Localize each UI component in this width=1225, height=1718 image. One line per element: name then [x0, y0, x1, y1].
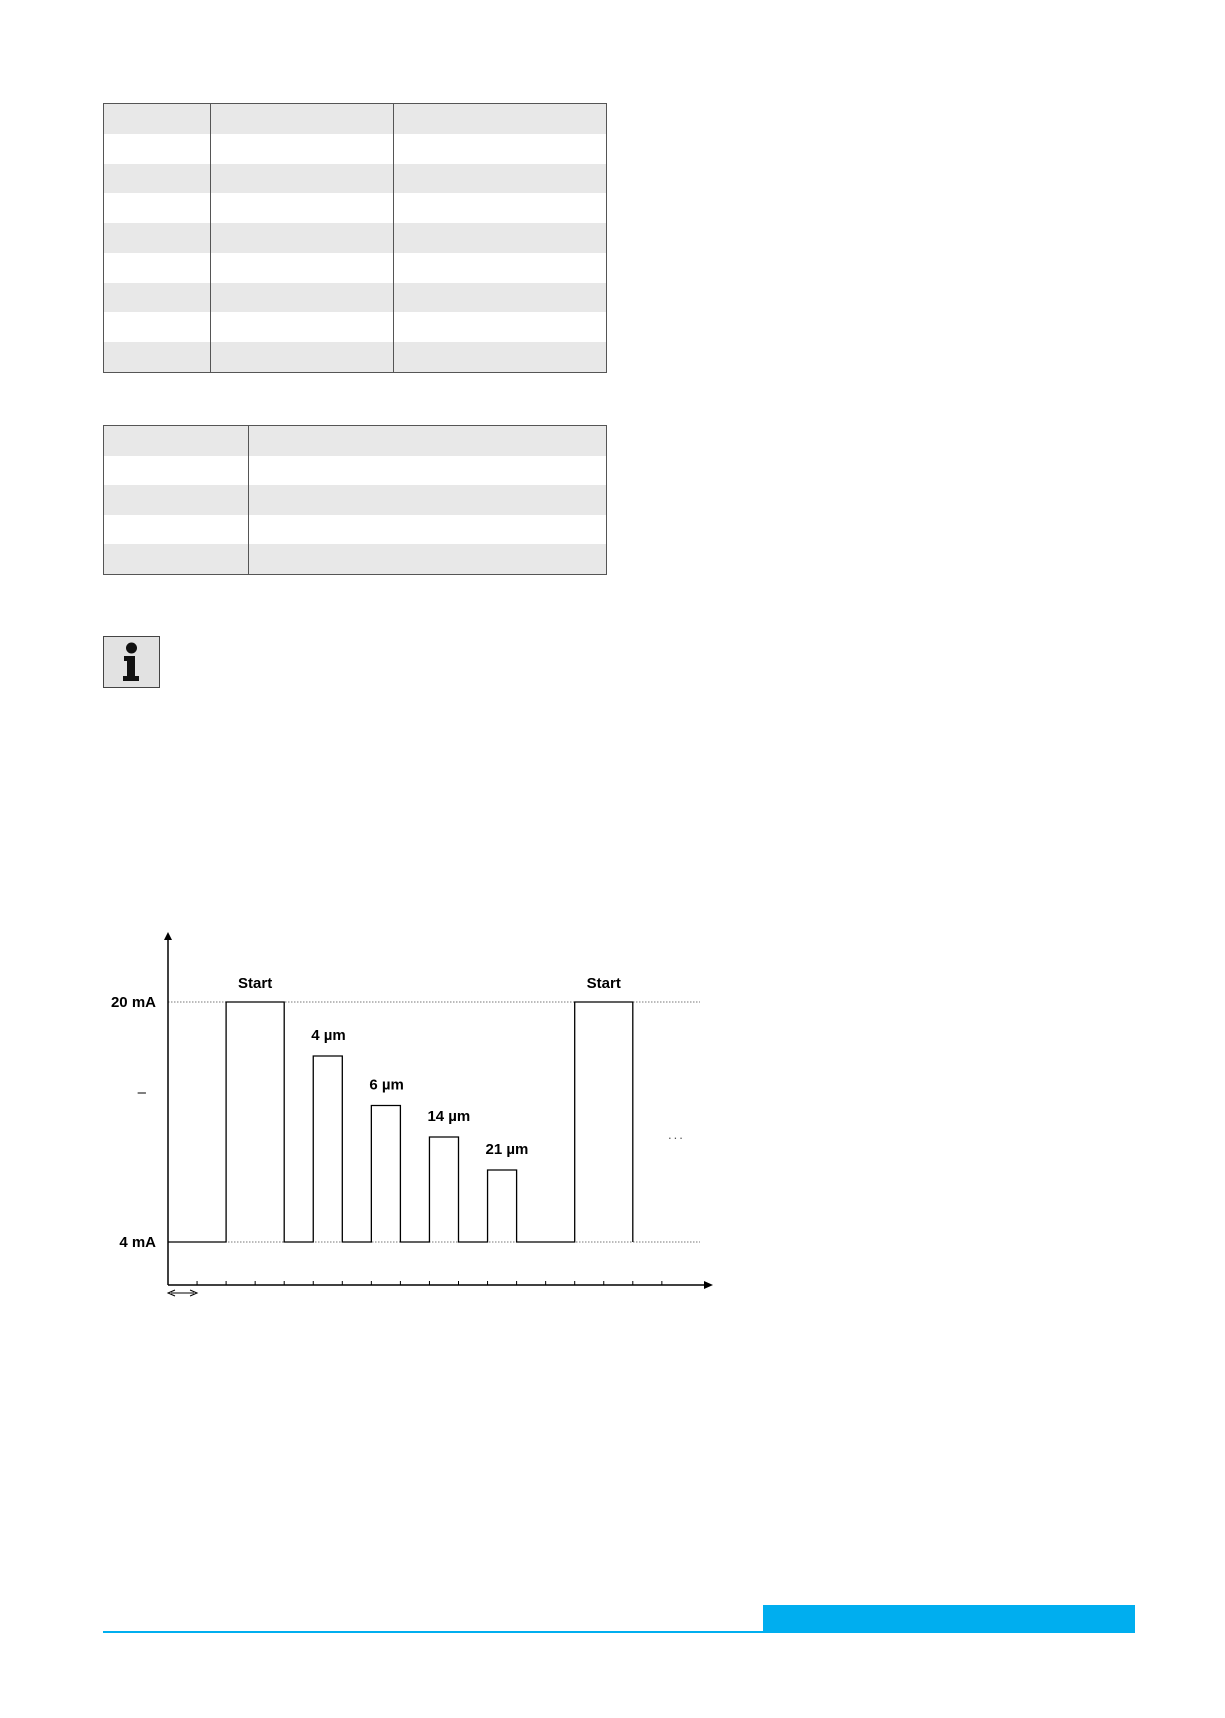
table-cell — [104, 193, 210, 223]
table-cell — [104, 223, 210, 253]
table-cell — [210, 223, 393, 253]
table-row — [104, 193, 606, 223]
footer-rule — [103, 1631, 1135, 1633]
table-cell — [104, 134, 210, 164]
table-cell — [210, 193, 393, 223]
table-cell — [393, 104, 606, 134]
table-cell — [104, 485, 248, 515]
table-cell — [210, 342, 393, 372]
y-tick-label: – — [137, 1084, 146, 1101]
table-cell — [393, 283, 606, 313]
table-cell — [210, 283, 393, 313]
table-cell — [393, 312, 606, 342]
table-cell — [210, 104, 393, 134]
table-row — [104, 426, 606, 456]
table-row — [104, 104, 606, 134]
table-row — [104, 544, 606, 574]
footer-accent-bar — [763, 1605, 1135, 1633]
signal-chart — [90, 920, 720, 1320]
table-cell — [104, 544, 248, 574]
pulse-label: Start — [586, 975, 621, 992]
signal-line — [168, 1002, 633, 1242]
data-table-2 — [103, 425, 607, 575]
table-cell — [104, 104, 210, 134]
pulse-label: Start — [238, 975, 273, 992]
y-axis-arrowhead — [164, 932, 172, 940]
table-cell — [104, 312, 210, 342]
pulse-label: 6 µm — [369, 1076, 404, 1094]
table-cell — [248, 515, 606, 545]
table-cell — [104, 283, 210, 313]
info-icon — [103, 636, 160, 688]
x-axis-arrowhead — [704, 1281, 713, 1289]
table-cell — [210, 253, 393, 283]
table-cell — [210, 312, 393, 342]
y-tick-label: 4 mA — [119, 1234, 156, 1251]
y-tick-label: 20 mA — [110, 994, 156, 1011]
table-cell — [248, 426, 606, 456]
table-cell — [104, 515, 248, 545]
table-cell — [210, 164, 393, 194]
pulse-label: 4 µm — [311, 1027, 346, 1044]
table-row — [104, 253, 606, 283]
continuation-marker: ... — [668, 1127, 685, 1142]
table-cell — [104, 456, 248, 486]
table-cell — [248, 544, 606, 574]
table-row — [104, 134, 606, 164]
table-cell — [393, 223, 606, 253]
table-cell — [210, 134, 393, 164]
pulse-label: 21 µm — [485, 1141, 529, 1158]
table-cell — [104, 164, 210, 194]
table-cell — [393, 134, 606, 164]
table-cell — [393, 164, 606, 194]
table-cell — [104, 426, 248, 456]
info-icon-glyph — [104, 637, 159, 687]
table-cell — [393, 193, 606, 223]
table-row — [104, 456, 606, 486]
table-row — [104, 515, 606, 545]
table-row — [104, 283, 606, 313]
table-row — [104, 164, 606, 194]
table-cell — [393, 253, 606, 283]
table-row — [104, 223, 606, 253]
data-table-1 — [103, 103, 607, 373]
table-cell — [248, 456, 606, 486]
pulse-label: 14 µm — [427, 1108, 471, 1125]
table-cell — [104, 342, 210, 372]
table-cell — [393, 342, 606, 372]
table-cell — [248, 485, 606, 515]
table-row — [104, 312, 606, 342]
table-row — [104, 485, 606, 515]
table-cell — [104, 253, 210, 283]
table-row — [104, 342, 606, 372]
